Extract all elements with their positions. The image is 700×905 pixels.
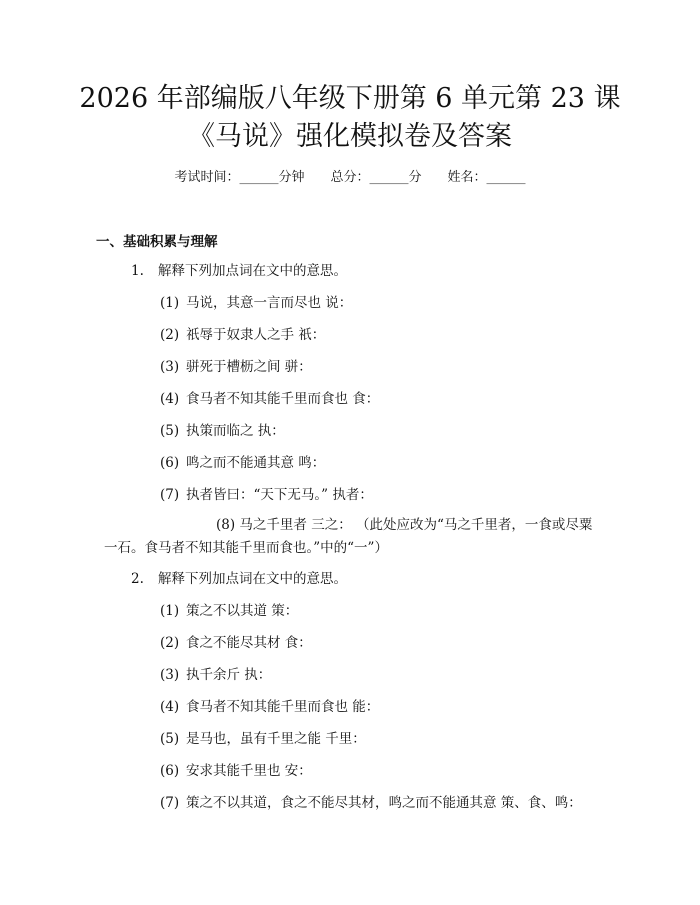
list-item bbox=[160, 294, 352, 312]
list-item bbox=[104, 514, 604, 560]
item-number: (2) bbox=[160, 327, 180, 343]
list-item bbox=[160, 666, 271, 684]
item-text: 执千余斤 执： bbox=[186, 667, 272, 683]
item-text: 安求其能千里也 安： bbox=[186, 763, 312, 779]
item-text: 马之千里者 三之： （此处应改为“马之千里者，一食或尽粟一石。食马者不知其能千里而食也。”中的“一”） bbox=[104, 517, 593, 556]
item-text: 食马者不知其能千里而食也 食： bbox=[186, 391, 380, 407]
item-text: 骈死于槽枥之间 骈： bbox=[186, 359, 312, 375]
total-score-field: 总分：______分 bbox=[330, 170, 422, 185]
item-text: 策之不以其道，食之不能尽其材，鸣之而不能通其意 策、食、鸣： bbox=[186, 795, 582, 811]
item-number: (8) bbox=[216, 517, 236, 533]
item-number: (7) bbox=[160, 487, 180, 503]
item-number: (5) bbox=[160, 423, 180, 439]
list-item bbox=[160, 762, 312, 780]
item-number: (3) bbox=[160, 667, 180, 683]
exam-meta bbox=[0, 169, 700, 187]
question-prompt: 解释下列加点词在文中的意思。 bbox=[158, 263, 347, 279]
item-text: 执者皆曰：“天下无马。” 执者： bbox=[186, 487, 373, 503]
item-number: (4) bbox=[160, 699, 180, 715]
list-item bbox=[160, 358, 312, 376]
item-number: (2) bbox=[160, 635, 180, 651]
item-number: (5) bbox=[160, 731, 180, 747]
list-item bbox=[160, 602, 298, 620]
item-text: 食之不能尽其材 食： bbox=[186, 635, 312, 651]
item-text: 策之不以其道 策： bbox=[186, 603, 299, 619]
item-text: 食马者不知其能千里而食也 能： bbox=[186, 699, 380, 715]
section-heading-basics: 一、基础积累与理解 bbox=[96, 234, 218, 250]
item-number: (6) bbox=[160, 763, 180, 779]
item-text: 祇辱于奴隶人之手 祇： bbox=[186, 327, 326, 343]
item-number: (1) bbox=[160, 295, 180, 311]
exam-title-line1: 2026 年部编版八年级下册第 6 单元第 23 课 bbox=[79, 83, 621, 114]
item-number: (1) bbox=[160, 603, 180, 619]
list-item bbox=[160, 730, 366, 748]
item-text: 是马也，虽有千里之能 千里： bbox=[186, 731, 366, 747]
item-number: (3) bbox=[160, 359, 180, 375]
question-number: 1. bbox=[131, 263, 144, 279]
exam-title-line2: 《马说》强化模拟卷及答案 bbox=[188, 121, 512, 152]
list-item bbox=[160, 634, 312, 652]
name-field: 姓名：______ bbox=[447, 170, 526, 185]
item-number: (7) bbox=[160, 795, 180, 811]
item-number: (6) bbox=[160, 455, 180, 471]
list-item bbox=[160, 326, 325, 344]
list-item bbox=[160, 422, 285, 440]
list-item bbox=[160, 486, 373, 504]
item-text: 执策而临之 执： bbox=[186, 423, 285, 439]
list-item bbox=[160, 698, 379, 716]
item-number: (4) bbox=[160, 391, 180, 407]
question-prompt: 解释下列加点词在文中的意思。 bbox=[158, 571, 347, 587]
question-number: 2. bbox=[131, 571, 144, 587]
item-text: 马说，其意一言而尽也 说： bbox=[186, 295, 353, 311]
exam-time-field: 考试时间：______分钟 bbox=[174, 170, 305, 185]
list-item bbox=[160, 454, 325, 472]
item-text: 鸣之而不能通其意 鸣： bbox=[186, 455, 326, 471]
list-item bbox=[160, 794, 582, 812]
list-item bbox=[160, 390, 379, 408]
